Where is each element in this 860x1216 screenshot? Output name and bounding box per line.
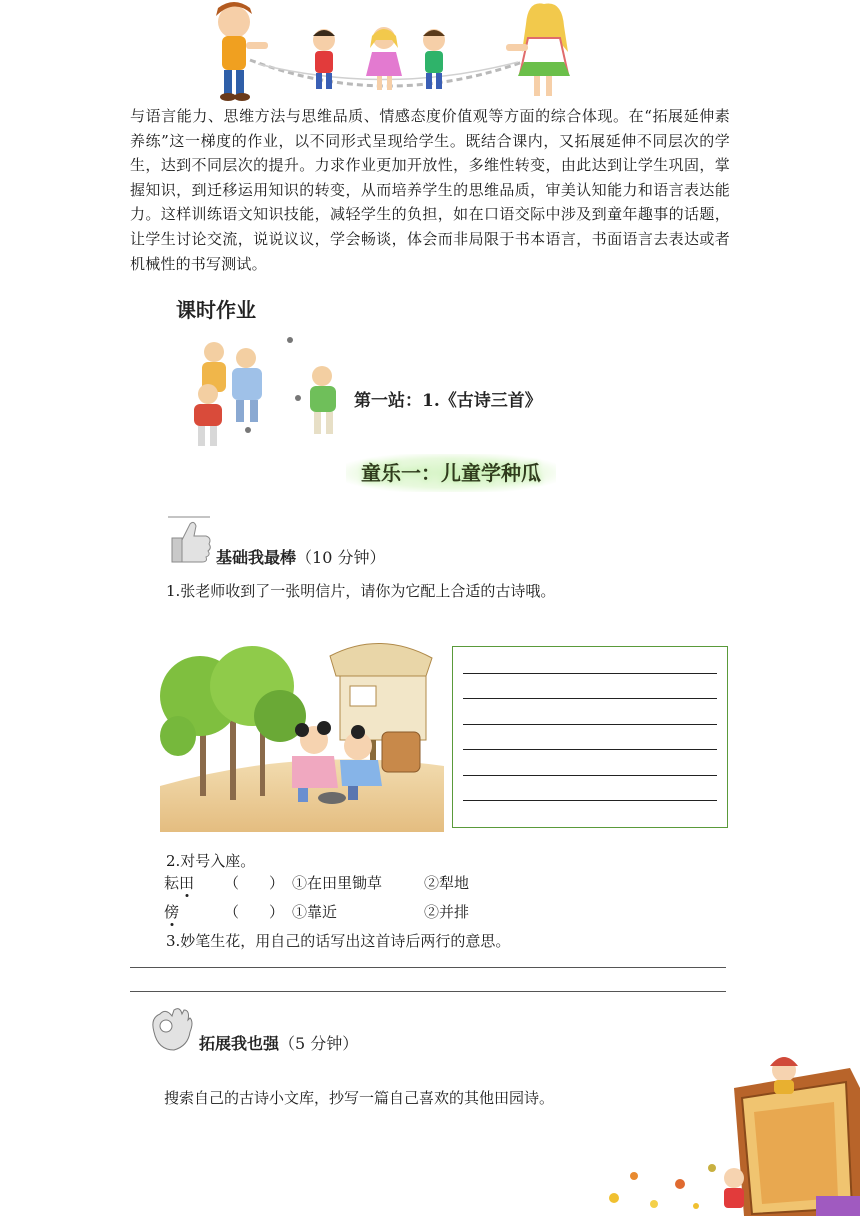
question-3: 3.妙笔生花，用自己的话写出这首诗后两行的意思。 (166, 932, 511, 950)
section1-time: （10 分钟） (296, 548, 386, 567)
question-2-title: 2.对号入座。 (166, 852, 256, 870)
match-answer-paren[interactable]: （ ） (224, 903, 285, 921)
match-word (164, 872, 194, 893)
answer-line[interactable] (463, 775, 717, 776)
activity-banner: 童乐一：儿童学种瓜 (346, 454, 556, 492)
match-row-1 (164, 872, 584, 894)
answer-rule[interactable] (130, 967, 726, 968)
match-answer-paren[interactable]: （ ） (224, 874, 285, 892)
section1-title (216, 545, 385, 568)
answer-line[interactable] (463, 749, 717, 750)
answer-line[interactable] (463, 724, 717, 725)
section1-title-text: 基础我最棒 (216, 548, 297, 567)
section2-title-text: 拓展我也强 (199, 1034, 280, 1053)
answer-line[interactable] (463, 673, 717, 674)
question-1: 1.张老师收到了一张明信片，请你为它配上合适的古诗哦。 (166, 582, 556, 600)
intro-paragraph-text: 与语言能力、思维方法与思维品质、情感态度价值观等方面的综合体现。在“拓展延伸素养练”这一梯度的作业，以不同形式呈现给学生。既结合课内，又拓展延伸不同层次的学生，达到不同层次的提升。力求作业更加开放性，多维性转变，由此达到让学生巩固，掌握知识，到迁移运用知识的转变，从而培养学生的思维品质，审美认知能力和语言表达能力。这样训练语文知识技能，减轻学生的负担，如在口语交际中涉及到童年趣事的话题，让学生讨论交流，说说议议，学会畅谈，体会而非局限于书本语言，书面语言去表达或者机械性的书写测试。 (130, 107, 730, 273)
station-title: 第一站：1.《古诗三首》 (354, 391, 542, 411)
match-option-2: ②犁地 (424, 874, 470, 892)
answer-lines-box[interactable] (452, 646, 728, 828)
match-option-2: ②并排 (424, 903, 470, 921)
question-4: 搜索自己的古诗小文库，抄写一篇自己喜欢的其他田园诗。 (164, 1089, 555, 1107)
jump-rope-illustration (188, 0, 596, 104)
match-word-prefix: 耘 (164, 874, 180, 892)
answer-line[interactable] (463, 800, 717, 801)
answer-rule[interactable] (130, 991, 726, 992)
match-row-2 (164, 901, 584, 923)
match-option-1: ①靠近 (292, 903, 338, 921)
farm-illustration (160, 636, 444, 832)
match-option-1: ①在田里锄草 (292, 874, 383, 892)
intro-paragraph (130, 104, 730, 276)
answer-line[interactable] (463, 698, 717, 699)
ancient-children-illustration (186, 334, 362, 450)
book-decoration-illustration (584, 1048, 860, 1216)
section2-title (199, 1031, 358, 1054)
page-heading: 课时作业 (176, 298, 256, 322)
match-word-dotted: 田 (179, 874, 195, 892)
match-word-dotted: 傍 (164, 903, 180, 921)
match-word (164, 901, 179, 922)
section2-time: （5 分钟） (279, 1034, 359, 1053)
thumbs-up-icon (164, 514, 214, 566)
ok-hand-icon (146, 1004, 196, 1056)
